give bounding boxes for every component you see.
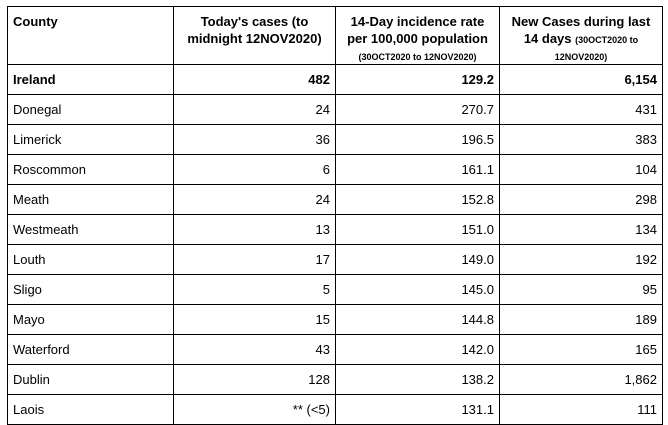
cell-new-cases: 165 [500,335,663,365]
cell-today: 36 [174,125,336,155]
cell-county: Donegal [8,95,174,125]
cell-rate: 131.1 [336,395,500,425]
cell-rate: 129.2 [336,65,500,95]
cell-rate: 149.0 [336,245,500,275]
cell-new-cases: 383 [500,125,663,155]
cell-today: 482 [174,65,336,95]
cell-rate: 196.5 [336,125,500,155]
header-incidence-rate-line2: per 100,000 population [347,31,488,46]
cell-new-cases: 298 [500,185,663,215]
cell-county: Westmeath [8,215,174,245]
table-row [8,305,663,335]
cell-new-cases: 111 [500,395,663,425]
cell-rate: 138.2 [336,365,500,395]
table-row [8,245,663,275]
cell-today: 24 [174,95,336,125]
cell-today: 128 [174,365,336,395]
cell-county: Sligo [8,275,174,305]
table-header-row [8,7,663,65]
header-new-cases-line2-small: (30OCT2020 to [575,35,639,45]
cell-new-cases: 6,154 [500,65,663,95]
table-row [8,275,663,305]
header-todays-cases-line1: Today's cases (to [200,14,309,29]
header-todays-cases-line2: midnight 12NOV2020) [187,31,322,46]
header-incidence-rate [336,7,500,65]
cell-county: Dublin [8,365,174,395]
cell-today: 5 [174,275,336,305]
cell-rate: 161.1 [336,155,500,185]
table-row [8,395,663,425]
cell-today: 13 [174,215,336,245]
cell-rate: 270.7 [336,95,500,125]
table-row [8,155,663,185]
covid-cases-table [7,6,663,425]
table-row [8,185,663,215]
cell-new-cases: 189 [500,305,663,335]
cell-county: Waterford [8,335,174,365]
table-row-ireland [8,65,663,95]
cell-county: Mayo [8,305,174,335]
cell-new-cases: 431 [500,95,663,125]
header-new-cases-line2: 14 days [523,31,572,46]
cell-county: Ireland [8,65,174,95]
header-county [8,7,174,65]
cell-rate: 152.8 [336,185,500,215]
table-row [8,95,663,125]
cell-rate: 144.8 [336,305,500,335]
cell-today: 15 [174,305,336,335]
header-incidence-rate-line3: (30OCT2020 to 12NOV2020) [358,52,477,62]
header-new-cases-line3: 12NOV2020) [554,52,608,62]
header-new-cases-line1: New Cases during last [511,14,651,29]
cell-today: 43 [174,335,336,365]
cell-new-cases: 95 [500,275,663,305]
cell-county: Meath [8,185,174,215]
cell-today: 17 [174,245,336,275]
cell-new-cases: 134 [500,215,663,245]
cell-new-cases: 1,862 [500,365,663,395]
table-row [8,335,663,365]
cell-county: Limerick [8,125,174,155]
cell-county: Louth [8,245,174,275]
cell-county: Roscommon [8,155,174,185]
table-row [8,125,663,155]
header-todays-cases [174,7,336,65]
cell-today: ** (<5) [174,395,336,425]
header-incidence-rate-line1: 14-Day incidence rate [350,14,485,29]
cell-today: 6 [174,155,336,185]
cell-rate: 151.0 [336,215,500,245]
table-row [8,215,663,245]
cell-county: Laois [8,395,174,425]
table-row [8,365,663,395]
cell-today: 24 [174,185,336,215]
cell-new-cases: 104 [500,155,663,185]
cell-new-cases: 192 [500,245,663,275]
header-county-label: County [13,14,58,29]
header-new-cases [500,7,663,65]
cell-rate: 142.0 [336,335,500,365]
cell-rate: 145.0 [336,275,500,305]
